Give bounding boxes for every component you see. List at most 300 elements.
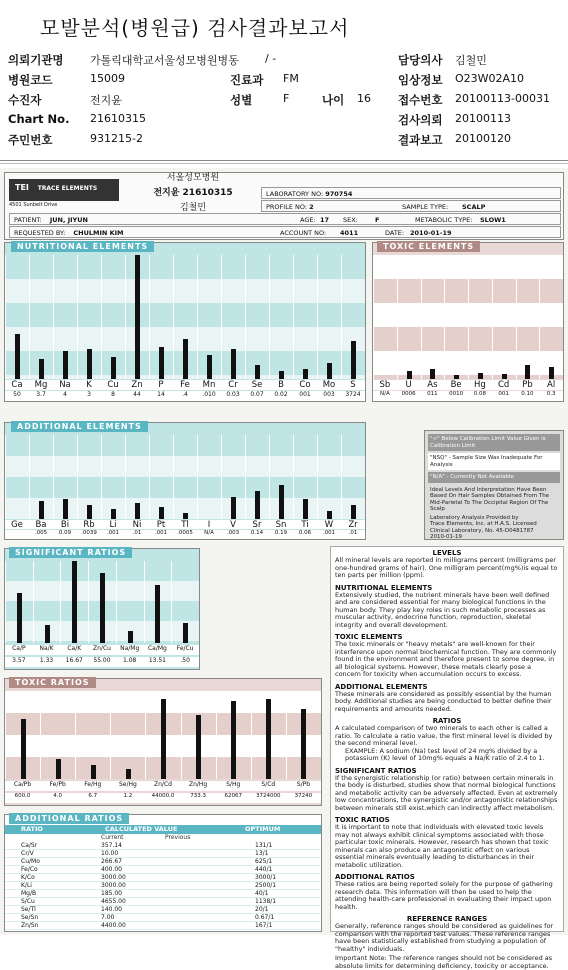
ratio-name: K/Li bbox=[21, 882, 32, 889]
nutritional-bar-13 bbox=[327, 363, 332, 379]
nutritional-bar-6 bbox=[159, 347, 164, 379]
significant-bar-0 bbox=[17, 593, 22, 643]
sample-label: SAMPLE TYPE: bbox=[402, 203, 449, 211]
legend-box bbox=[424, 430, 564, 540]
nutritional-value-14: 3724 bbox=[345, 391, 361, 398]
additional-symbol-7: Tl bbox=[181, 520, 189, 530]
institution-value: 가톨릭대학교서울성모병원병동 bbox=[90, 54, 239, 67]
nutritional-symbol-3: K bbox=[86, 380, 92, 390]
col-calc: CALCULATED VALUE bbox=[105, 825, 178, 833]
nutritional-value-4: 8 bbox=[111, 391, 115, 398]
significant-label-3: Zn/Cu bbox=[93, 645, 111, 652]
toxic-bar-7 bbox=[549, 367, 554, 379]
ratios-table-body bbox=[5, 842, 321, 930]
additional-symbol-14: Zr bbox=[348, 520, 358, 530]
toxic-symbol-4: Hg bbox=[473, 380, 486, 390]
additional-bar-11 bbox=[279, 485, 284, 519]
ratio-row bbox=[5, 890, 321, 898]
additional-column-7 bbox=[173, 435, 197, 519]
legend-provided: Laboratory Analysis Provided by bbox=[430, 514, 519, 521]
additional-symbols bbox=[5, 520, 365, 529]
nutritional-chart bbox=[4, 242, 366, 402]
toxic-ratio-value-5: 733.3 bbox=[190, 793, 206, 799]
nutritional-value-5: 44 bbox=[133, 391, 141, 398]
toxic-column-5 bbox=[492, 255, 516, 379]
significant-grid bbox=[5, 561, 199, 643]
significant-label-1: Na/K bbox=[39, 645, 54, 652]
lab-address: 4501 Sunbelt Drive bbox=[9, 202, 58, 208]
lab-no-label: LABORATORY NO: bbox=[266, 190, 324, 198]
toxic-ratios-chart bbox=[4, 678, 322, 806]
additional-ratios-table bbox=[4, 814, 322, 932]
metabolic-label: METABOLIC TYPE: bbox=[415, 216, 473, 224]
significant-value-5: 13.51 bbox=[148, 657, 166, 664]
toxic-value-1: 0006 bbox=[401, 391, 416, 397]
additional-ratios-text: These ratios are being reported solely for the purpose of gathering research data. This information will then be used to help the attending health-care professional in evaluating their impact upon health. bbox=[335, 880, 553, 911]
ratio-row bbox=[5, 922, 321, 930]
legend-ideal: Ideal Levels And Interpretation Have Been Based On Hair Samples Obtained From The Mid-Parietal To The Occipital Region Of The Scalp bbox=[430, 486, 550, 512]
ratios-example: EXAMPLE: A sodium (Na) test level of 24 mg% divided by a potassium (K) level of 10mg% equals a Na/K ratio of 2.4 to 1. bbox=[345, 746, 545, 762]
nutritional-heading: NUTRITIONAL ELEMENTS bbox=[335, 583, 433, 592]
requested-by-value: CHULMIN KIM bbox=[73, 229, 124, 237]
additional-value-3: .0039 bbox=[81, 530, 97, 536]
toxic-value-2: 011 bbox=[427, 391, 438, 397]
significant-label-0: Ca/P bbox=[12, 645, 26, 652]
toxic-column-1 bbox=[397, 255, 421, 379]
nutritional-symbol-0: Ca bbox=[11, 380, 23, 390]
nutritional-symbol-14: S bbox=[350, 380, 356, 390]
ratio-name: Se/Sn bbox=[21, 914, 39, 921]
significant-value-3: 55.00 bbox=[93, 657, 111, 664]
ratio-name: Fe/Co bbox=[21, 866, 38, 873]
additional-value-2: 0.09 bbox=[58, 530, 72, 536]
toxic-ratio-value-1: 4.0 bbox=[53, 793, 63, 799]
additional-value-11: 0.19 bbox=[274, 530, 288, 536]
sex-value: F bbox=[283, 92, 290, 105]
nutritional-values bbox=[5, 391, 365, 401]
ratio-current: 3000.00 bbox=[101, 882, 126, 889]
ratio-optimum: 167/1 bbox=[255, 922, 273, 929]
logo-text: TRACE ELEMENTS bbox=[37, 185, 98, 192]
explanation-column bbox=[330, 546, 564, 970]
col-optimum: OPTIMUM bbox=[245, 825, 281, 833]
institution-extra: / - bbox=[265, 52, 277, 65]
toxic-value-7: 0.3 bbox=[546, 391, 556, 397]
levels-text: All mineral levels are reported in milligrams percent (milligrams per one-hundred grams of hair). One milligram percent(mg%)is equal to ten parts per million (ppm). bbox=[335, 556, 558, 579]
additional-ratios-heading: ADDITIONAL RATIOS bbox=[335, 873, 415, 881]
nutritional-value-2: 4 bbox=[63, 391, 67, 398]
ratios-heading: RATIOS bbox=[432, 717, 462, 725]
additional-bar-10 bbox=[255, 491, 260, 519]
nutritional-value-11: 0.02 bbox=[274, 391, 288, 398]
additional-symbol-1: Ba bbox=[35, 520, 47, 530]
profile-label: PROFILE NO: bbox=[266, 203, 308, 211]
toxic-ratio-value-2: 6.7 bbox=[88, 793, 98, 799]
additional-chart bbox=[4, 422, 366, 540]
ratio-row bbox=[5, 850, 321, 858]
nutritional-symbol-8: Mn bbox=[202, 380, 216, 390]
lab-logo bbox=[9, 179, 119, 201]
toxic-ratio-value-3: 1.2 bbox=[123, 793, 133, 799]
toxic-ratio-label-5: Zn/Hg bbox=[188, 781, 208, 788]
toxic-column-6 bbox=[516, 255, 540, 379]
toxic-ratio-label-2: Fe/Hg bbox=[84, 781, 102, 788]
toxic-bar-4 bbox=[478, 373, 483, 379]
toxic-ratios-values bbox=[5, 793, 321, 803]
ratio-name: Mg/B bbox=[21, 890, 37, 897]
toxic-ratio-value-4: 44000.0 bbox=[151, 793, 175, 799]
toxic-ratio-bar-1 bbox=[56, 759, 61, 779]
toxic-value-4: 0.08 bbox=[473, 391, 486, 397]
col-current: Current bbox=[101, 834, 124, 841]
report-date-value: 20100120 bbox=[455, 132, 511, 145]
metabolic-value: SLOW1 bbox=[480, 216, 506, 224]
institution-label: 의뢰기관명 bbox=[8, 53, 64, 67]
nutritional-bar-7 bbox=[183, 339, 188, 379]
additional-symbol-5: Ni bbox=[132, 520, 142, 530]
requested-row bbox=[9, 226, 561, 238]
toxic-column-7 bbox=[539, 255, 563, 379]
additional-symbol-10: Sr bbox=[252, 520, 262, 530]
toxic-symbol-1: U bbox=[405, 380, 412, 390]
ratio-row bbox=[5, 874, 321, 882]
significant-bar-6 bbox=[183, 623, 188, 643]
rep-age-label: AGE: bbox=[300, 216, 316, 224]
toxic-ratio-label-6: S/Hg bbox=[226, 781, 241, 788]
toxic-ratio-column-3 bbox=[110, 691, 145, 779]
ratio-current: 140.00 bbox=[101, 906, 122, 913]
stamp-patient: 전지윤 21610315 bbox=[153, 188, 233, 198]
toxic-symbols bbox=[373, 380, 563, 390]
toxic-column-4 bbox=[468, 255, 492, 379]
hospital-code-label: 병원코드 bbox=[8, 73, 53, 87]
additional-bar-2 bbox=[63, 499, 68, 519]
nutritional-bar-12 bbox=[303, 369, 308, 379]
nutritional-grid bbox=[5, 255, 365, 379]
additional-value-13: .001 bbox=[322, 530, 336, 536]
ratio-current: 266.67 bbox=[101, 858, 122, 865]
nutritional-bar-2 bbox=[63, 351, 68, 379]
toxic-grid bbox=[373, 255, 563, 379]
ratio-current: 7.00 bbox=[101, 914, 115, 921]
request-date-label: 검사의뢰 bbox=[398, 113, 443, 127]
toxic-ratio-label-1: Fe/Pb bbox=[49, 781, 66, 788]
ratio-optimum: 131/1 bbox=[255, 842, 273, 849]
ratio-row bbox=[5, 866, 321, 874]
toxic-ratios-grid bbox=[5, 691, 321, 779]
sample-value: SCALP bbox=[462, 203, 486, 211]
toxic-ratio-value-6: 62067 bbox=[224, 793, 242, 799]
ratio-current: 10.00 bbox=[101, 850, 119, 857]
doctor-label: 담당의사 bbox=[398, 53, 443, 67]
nutritional-symbol-10: Se bbox=[251, 380, 263, 390]
stamp-doctor: 김철민 bbox=[179, 203, 207, 213]
ratio-name: K/Co bbox=[21, 874, 35, 881]
nutritional-value-0: 50 bbox=[13, 391, 21, 398]
toxic-symbol-6: Pb bbox=[522, 380, 533, 390]
nutritional-bar-0 bbox=[15, 334, 20, 379]
significant-title: SIGNIFICANT RATIOS bbox=[9, 547, 132, 558]
toxic-symbol-2: As bbox=[427, 380, 438, 390]
toxic-title: TOXIC ELEMENTS bbox=[377, 241, 480, 252]
additional-value-14: .01 bbox=[348, 530, 358, 536]
ratios-subheader bbox=[5, 834, 321, 841]
significant-value-6: .50 bbox=[180, 657, 190, 664]
ratio-optimum: 20/1 bbox=[255, 906, 269, 913]
toxic-column-2 bbox=[421, 255, 445, 379]
nutritional-column-11 bbox=[269, 255, 293, 379]
doctor-value: 김철민 bbox=[455, 54, 487, 67]
significant-bar-3 bbox=[100, 573, 105, 643]
toxic-symbol-5: Cd bbox=[497, 380, 510, 390]
nutritional-symbol-6: P bbox=[158, 380, 164, 390]
toxic-value-0: N/A bbox=[380, 391, 390, 397]
requested-by-label: REQUESTED BY: bbox=[14, 229, 66, 237]
toxic-symbol-3: Be bbox=[450, 380, 462, 390]
nutritional-value-10: 0.07 bbox=[250, 391, 264, 398]
ratio-name: Ca/Sr bbox=[21, 842, 38, 849]
ratio-current: 4400.00 bbox=[101, 922, 126, 929]
nutritional-symbol-1: Mg bbox=[34, 380, 48, 390]
ratio-current: 3000.00 bbox=[101, 874, 126, 881]
rep-patient-value: JUN, JIYUN bbox=[49, 216, 88, 224]
age-value: 16 bbox=[357, 92, 371, 105]
rep-age-value: 17 bbox=[320, 216, 330, 224]
toxic-ratio-label-3: Se/Hg bbox=[118, 781, 137, 788]
ratio-row bbox=[5, 898, 321, 906]
toxic-column-0 bbox=[373, 255, 397, 379]
ratio-row bbox=[5, 842, 321, 850]
nutritional-symbol-9: Cr bbox=[228, 380, 238, 390]
significant-values bbox=[5, 657, 199, 667]
ratio-name: Cu/Mo bbox=[21, 858, 40, 865]
additional-symbol-11: Sn bbox=[275, 520, 287, 530]
lab-no-value: 970754 bbox=[325, 190, 353, 198]
significant-bar-4 bbox=[128, 631, 133, 643]
ratio-optimum: 625/1 bbox=[255, 858, 273, 865]
additional-bar-1 bbox=[39, 501, 44, 519]
nutritional-value-12: 001 bbox=[299, 391, 311, 398]
additional-grid bbox=[5, 435, 365, 519]
toxic-heading: TOXIC ELEMENTS bbox=[335, 633, 403, 641]
toxic-ratio-label-7: S/Cd bbox=[261, 781, 276, 788]
nutritional-column-13 bbox=[317, 255, 341, 379]
stamp-hospital: 서울성모병원 bbox=[166, 173, 220, 183]
header-divider bbox=[0, 160, 568, 164]
additional-bar-13 bbox=[327, 511, 332, 519]
resident-no-value: 931215-2 bbox=[90, 132, 143, 145]
rep-sex-value: F bbox=[375, 216, 380, 224]
levels-heading: LEVELS bbox=[432, 549, 462, 557]
account-value: 4011 bbox=[340, 229, 359, 237]
legend-date: 2010-01-19 bbox=[430, 534, 462, 540]
toxic-bar-6 bbox=[525, 365, 530, 379]
additional-symbol-9: V bbox=[230, 520, 236, 530]
additional-title: ADDITIONAL ELEMENTS bbox=[11, 421, 148, 432]
request-date-value: 20100113 bbox=[455, 112, 511, 125]
ratio-row bbox=[5, 914, 321, 922]
nutritional-bar-4 bbox=[111, 357, 116, 379]
additional-value-12: 0.06 bbox=[298, 530, 312, 536]
additional-bar-3 bbox=[87, 505, 92, 519]
additional-value-5: .01 bbox=[132, 530, 142, 536]
scanned-report bbox=[0, 168, 568, 970]
ratio-optimum: 3000/1 bbox=[255, 874, 277, 881]
significant-value-4: 1.08 bbox=[123, 657, 137, 664]
nutritional-bar-3 bbox=[87, 349, 92, 379]
toxic-ratio-label-4: Zn/Cd bbox=[154, 781, 172, 788]
toxic-value-6: 0.10 bbox=[521, 391, 534, 397]
ratio-optimum: 0.67/1 bbox=[255, 914, 275, 921]
profile-value: 2 bbox=[309, 203, 314, 211]
nutritional-bar-11 bbox=[279, 371, 284, 379]
nutritional-symbol-12: Co bbox=[299, 380, 311, 390]
nutritional-text: Extensively studied, the nutrient minerals have been well defined and are considered essential for many biological functions in the human body. They play key roles in such metabolic processes as muscular activity, endocrine function, reproduction, skeletal integrity and overall development. bbox=[335, 590, 550, 629]
ratio-current: 4655.00 bbox=[101, 898, 126, 905]
nutritional-bar-10 bbox=[255, 365, 260, 379]
department-value: FM bbox=[283, 72, 299, 85]
lab-no-field bbox=[261, 187, 561, 199]
toxic-values bbox=[373, 391, 563, 401]
significant-heading: SIGNIFICANT RATIOS bbox=[335, 766, 417, 775]
significant-label-5: Ca/Mg bbox=[147, 645, 167, 652]
report-info-block bbox=[4, 172, 564, 240]
nutritional-value-9: 0.03 bbox=[226, 391, 240, 398]
additional-column-4 bbox=[101, 435, 125, 519]
nutritional-symbol-2: Na bbox=[59, 380, 71, 390]
legend-na: "N/A" - Currently Not Available bbox=[428, 472, 560, 483]
toxic-bar-3 bbox=[454, 375, 459, 379]
ratio-current: 357.14 bbox=[101, 842, 122, 849]
ratio-optimum: 2500/1 bbox=[255, 882, 277, 889]
additional-symbol-4: Li bbox=[109, 520, 117, 530]
toxic-ratio-value-8: 37240 bbox=[294, 793, 313, 799]
report-date-label: 결과보고 bbox=[398, 133, 443, 147]
toxic-ratio-bar-6 bbox=[231, 701, 236, 779]
nutritional-value-3: 3 bbox=[87, 391, 91, 398]
ratio-name: S/Cu bbox=[21, 898, 35, 905]
toxic-text: The toxic minerals or "heavy metals" are well-known for their interference upon normal biochemical function. They are commonly found in the environment and therefore present to some degree, in all biological systems. However, these metals clearly pose a concern for toxicity when accumulation occurs to excess. bbox=[335, 640, 557, 678]
nutritional-symbol-5: Zn bbox=[131, 380, 143, 390]
nutritional-title: NUTRITIONAL ELEMENTS bbox=[11, 241, 154, 252]
sex-label: 성별 bbox=[230, 93, 253, 107]
additional-column-8 bbox=[197, 435, 221, 519]
additional-text: These minerals are considered as possibly essential by the human body. Additional studies are being conducted to better define their requirements and amounts needed. bbox=[335, 689, 552, 713]
additional-heading: ADDITIONAL ELEMENTS bbox=[335, 682, 428, 691]
legend-nsq: "NSQ" - Sample Size Was Inadequate For Analysis bbox=[428, 453, 560, 470]
col-ratio: RATIO bbox=[21, 825, 43, 833]
toxic-bar-2 bbox=[430, 369, 435, 379]
toxic-ratios-labels bbox=[5, 781, 321, 791]
significant-value-1: 1.33 bbox=[39, 657, 54, 664]
additional-bar-9 bbox=[231, 497, 236, 519]
additional-value-4: .001 bbox=[106, 530, 120, 536]
nutritional-value-6: 14 bbox=[157, 391, 165, 398]
nutritional-value-1: 3.7 bbox=[36, 391, 46, 398]
toxic-bar-5 bbox=[502, 374, 507, 379]
significant-bar-1 bbox=[45, 625, 50, 643]
toxic-chart bbox=[372, 242, 564, 402]
toxic-ratio-bar-7 bbox=[266, 699, 271, 779]
toxic-ratios-heading: TOXIC RATIOS bbox=[335, 816, 390, 824]
rep-sex-label: SEX: bbox=[343, 216, 358, 224]
nutritional-value-13: 003 bbox=[323, 391, 335, 398]
chart-no-value: 21610315 bbox=[90, 112, 146, 125]
toxic-ratio-bar-3 bbox=[126, 769, 131, 779]
toxic-ratio-label-8: S/Pb bbox=[296, 781, 311, 788]
additional-values bbox=[5, 530, 365, 539]
additional-value-7: .0005 bbox=[177, 530, 193, 536]
nutritional-symbol-11: B bbox=[278, 380, 284, 390]
date-value: 2010-01-19 bbox=[410, 229, 452, 237]
ratio-name: Cr/V bbox=[21, 850, 34, 857]
department-label: 진료과 bbox=[230, 73, 264, 87]
nutritional-bar-9 bbox=[231, 349, 236, 379]
ratio-optimum: 13/1 bbox=[255, 850, 269, 857]
toxic-symbol-0: Sb bbox=[379, 380, 391, 390]
ratio-row bbox=[5, 906, 321, 914]
patient-row bbox=[9, 213, 561, 225]
additional-bar-12 bbox=[303, 499, 308, 519]
significant-ratios-chart bbox=[4, 548, 200, 670]
toxic-ratios-title: TOXIC RATIOS bbox=[9, 677, 96, 688]
toxic-ratio-bar-8 bbox=[301, 709, 306, 779]
chart-no-label: Chart No. bbox=[8, 112, 70, 126]
significant-label-6: Fe/Cu bbox=[176, 645, 194, 652]
significant-label-4: Na/Mg bbox=[120, 645, 140, 652]
additional-bar-4 bbox=[111, 509, 116, 519]
reception-no-value: 20100113-00031 bbox=[455, 92, 550, 105]
stamp-block bbox=[133, 171, 253, 216]
toxic-symbol-7: Al bbox=[547, 380, 556, 390]
ratios-text: A calculated comparison of two minerals to each other is called a ratio. To calculate a ratio value, the first mineral level is divided by the second mineral level. bbox=[335, 724, 553, 747]
toxic-ratios-text: It is important to note that individuals with elevated toxic levels may not always exhibit clinical symptoms associated with those particular toxic minerals. However, research has shown that toxic minerals can also produce an antagonistic effect on various essential minerals eventually leading to disturbances in their metabolic utilization. bbox=[335, 823, 549, 869]
additional-bar-6 bbox=[159, 507, 164, 519]
additional-symbol-12: Ti bbox=[301, 520, 309, 530]
nutritional-column-10 bbox=[245, 255, 269, 379]
ratio-optimum: 1138/1 bbox=[255, 898, 277, 905]
significant-bar-2 bbox=[72, 561, 77, 643]
significant-value-0: 3.57 bbox=[12, 657, 26, 664]
rep-patient-label: PATIENT: bbox=[14, 216, 42, 224]
nutritional-symbols bbox=[5, 380, 365, 390]
ratio-name: Zn/Sn bbox=[21, 922, 39, 929]
reference-heading: REFERENCE RANGES bbox=[406, 915, 488, 923]
additional-symbol-3: Rb bbox=[83, 520, 95, 530]
toxic-ratio-value-0: 600.0 bbox=[14, 793, 31, 799]
profile-field bbox=[261, 200, 561, 212]
hospital-code-value: 15009 bbox=[90, 72, 125, 85]
toxic-ratio-value-7: 3724000 bbox=[256, 793, 281, 799]
ratio-row bbox=[5, 858, 321, 866]
toxic-ratio-bar-2 bbox=[91, 765, 96, 779]
toxic-column-3 bbox=[444, 255, 468, 379]
additional-value-10: 0.14 bbox=[250, 530, 264, 536]
additional-column-13 bbox=[317, 435, 341, 519]
additional-bar-7 bbox=[183, 513, 188, 519]
additional-bar-5 bbox=[135, 503, 140, 519]
ratio-current: 185.00 bbox=[101, 890, 122, 897]
nutritional-bar-8 bbox=[207, 355, 212, 379]
ratio-optimum: 40/1 bbox=[255, 890, 269, 897]
additional-value-9: .003 bbox=[226, 530, 240, 536]
ratio-optimum: 440/1 bbox=[255, 866, 273, 873]
clinical-info-label: 임상정보 bbox=[398, 73, 443, 87]
toxic-ratio-label-0: Ca/Pb bbox=[13, 781, 32, 788]
toxic-value-5: 001 bbox=[498, 391, 509, 397]
nutritional-bar-1 bbox=[39, 359, 44, 379]
important-note: Important Note: The reference ranges should not be considered as absolute limits for determining deficiency, toxicity or acceptance. bbox=[335, 954, 553, 970]
